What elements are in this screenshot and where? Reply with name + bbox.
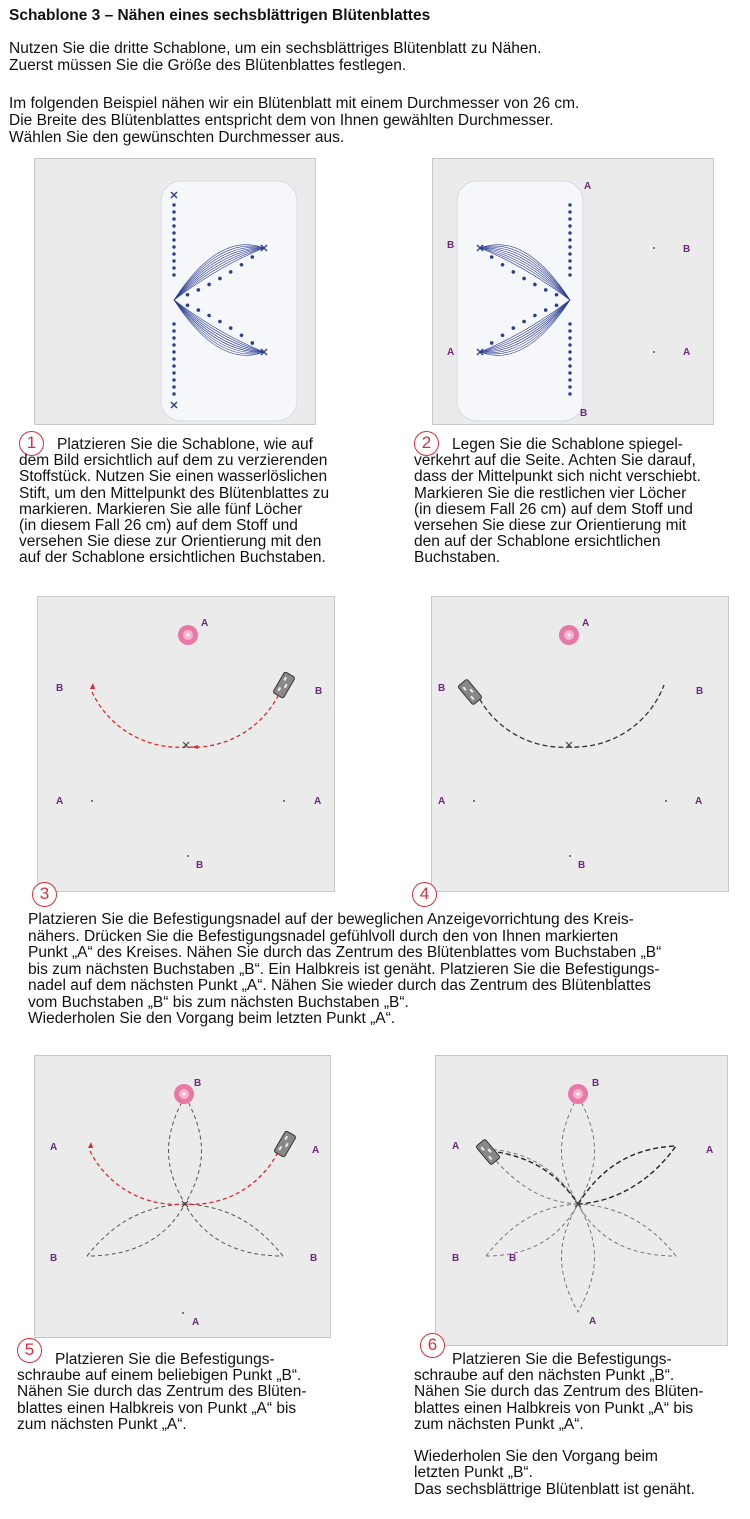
template-hole — [568, 203, 571, 206]
label-a: A — [438, 796, 446, 807]
template-hole — [251, 341, 255, 345]
template-hole — [172, 371, 175, 374]
label-a: A — [695, 796, 703, 807]
template-hole — [568, 259, 571, 262]
template-hole — [172, 210, 175, 213]
template-hole — [568, 231, 571, 234]
label-b: B — [580, 408, 588, 419]
template-hole — [172, 217, 175, 220]
step-number-5: 5 — [17, 1338, 42, 1363]
label-a: A — [201, 618, 209, 629]
step-5-body: Platzieren Sie die Befestigungs- schraube auf einem beliebigen Punkt „B“. Nähen Sie durch das Zentrum des Blüten- blattes einen Halbkreis von Punkt „A“ bis zum nächsten Punkt „A“. — [17, 1351, 307, 1433]
template-front-drawing — [35, 159, 317, 426]
label-b: B — [315, 686, 323, 697]
steps-3-4-text: Platzieren Sie die Befestigungsnadel auf der beweglichen Anzeigevorrichtung des Kreis- nähers. Drücken Sie die Befestigungsnadel gefühlvoll durch den von Ihnen markierten Punkt „A“ des Kreises. Nähen Sie durch das Zentrum des Blütenblattes vom Buchstaben „B“ bis zum nächsten Buchstaben „B“. Ein Halbkreis ist genäht. Platzieren Sie die Befestigungs- nadel auf dem nächsten Punkt „A“. Nähen Sie wieder durch das Zentrum des Blütenblattes vom Buchstaben „B“ bis zum nächsten Buchstaben „B“. Wiederholen Sie den Vorgang beim letzten Punkt „A“. — [28, 911, 662, 1027]
step-1-body: Platzieren Sie die Schablone, wie auf dem Bild ersichtlich auf dem zu verzierenden Stoffstück. Nutzen Sie einen wasserlöslichen Stift, um den Mittelpunkt des Blütenblattes zu markieren. Markieren Sie alle fünf Löcher (in diesem Fall 26 cm) auf dem Stoff und versehen Sie diese zur Orientierung mit den auf der Schablone ersichtlichen Buchstaben. — [19, 436, 330, 567]
template-hole — [172, 343, 175, 346]
template-hole — [172, 392, 175, 395]
template-hole — [555, 293, 559, 297]
step-6-body: Platzieren Sie die Befestigungs- schraube auf den nächsten Punkt „B“. Nähen Sie durch das Zentrum des Blüten- blattes einen Halbkreis von Punkt „A“ bis zum nächsten Punkt „A“. Wiederholen Sie den Vorgang beim letzten Punkt „B“. Das sechsblättrige Blütenblatt ist genäht. — [414, 1351, 704, 1498]
template-hole — [568, 364, 571, 367]
template-hole — [172, 350, 175, 353]
template-hole — [229, 326, 233, 330]
petals-partial-drawing — [35, 1056, 332, 1339]
label-b: B — [438, 683, 446, 694]
template-hole — [197, 288, 201, 292]
template-hole — [501, 263, 505, 267]
label-a: A — [50, 1142, 58, 1153]
template-hole — [172, 252, 175, 255]
page-title: Schablone 3 – Nähen eines sechsblättrigen Blütenblattes — [9, 7, 431, 24]
template-hole — [533, 314, 537, 318]
template-hole — [172, 336, 175, 339]
label-a: A — [589, 1316, 597, 1327]
label-b: B — [592, 1078, 600, 1089]
petals-complete-drawing — [436, 1056, 729, 1347]
template-hole — [218, 320, 222, 324]
template-hole — [568, 343, 571, 346]
template-hole — [544, 308, 548, 312]
template-hole — [568, 273, 571, 276]
template-hole — [568, 224, 571, 227]
label-b: B — [578, 860, 586, 871]
label-b: B — [310, 1253, 318, 1264]
label-b: B — [696, 686, 704, 697]
template-hole — [172, 322, 175, 325]
template-hole — [172, 266, 175, 269]
label-b: B — [56, 683, 64, 694]
label-a: A — [312, 1145, 320, 1156]
template-hole — [251, 255, 255, 259]
template-hole — [568, 266, 571, 269]
label-a: A — [584, 181, 592, 192]
step-number-3: 3 — [32, 882, 57, 907]
template-hole — [172, 203, 175, 206]
template-hole — [522, 320, 526, 324]
label-b: B — [452, 1253, 460, 1264]
label-b: B — [196, 860, 204, 871]
label-a: A — [447, 347, 455, 358]
template-hole — [568, 336, 571, 339]
template-hole — [533, 283, 537, 287]
step-number-2: 2 — [414, 431, 439, 456]
label-a: A — [192, 1317, 200, 1328]
template-hole — [240, 263, 244, 267]
template-hole — [568, 357, 571, 360]
template-hole — [568, 210, 571, 213]
label-b: B — [509, 1253, 517, 1264]
template-hole — [568, 322, 571, 325]
label-a: A — [452, 1141, 460, 1152]
step-number-6: 6 — [420, 1333, 445, 1358]
template-hole — [229, 270, 233, 274]
step-number-4: 4 — [412, 882, 437, 907]
template-hole — [512, 326, 516, 330]
template-hole — [568, 350, 571, 353]
template-hole — [186, 303, 190, 307]
first-semicircle-drawing — [38, 597, 336, 893]
label-b: B — [447, 240, 455, 251]
step-1-illustration — [34, 158, 316, 425]
template-hole — [207, 314, 211, 318]
template-hole — [172, 259, 175, 262]
template-hole — [172, 273, 175, 276]
intro-paragraph-1: Nutzen Sie die dritte Schablone, um ein sechsblättriges Blütenblatt zu Nähen. Zuerst müssen Sie die Größe des Blütenblattes festlegen. — [9, 40, 542, 74]
template-hole — [172, 329, 175, 332]
step-5-text — [17, 1352, 397, 1433]
template-hole — [568, 371, 571, 374]
template-hole — [172, 378, 175, 381]
template-hole — [172, 224, 175, 227]
template-hole — [186, 293, 190, 297]
template-hole — [568, 245, 571, 248]
template-hole — [522, 277, 526, 281]
template-hole — [172, 238, 175, 241]
template-hole — [218, 277, 222, 281]
template-hole — [512, 270, 516, 274]
template-hole — [172, 364, 175, 367]
step-2-body: Legen Sie die Schablone spiegel- verkehrt auf die Seite. Achten Sie darauf, dass der Mittelpunkt sich nicht verschiebt. Markieren Sie die restlichen vier Löcher (in diesem Fall 26 cm) auf dem Stoff und versehen Sie diese zur Orientierung mit den auf der Schablone ersichtlichen Buchstaben. — [414, 436, 701, 567]
label-a: A — [582, 618, 590, 629]
template-hole — [207, 283, 211, 287]
template-hole — [568, 252, 571, 255]
label-a: A — [314, 796, 322, 807]
template-hole — [172, 231, 175, 234]
template-hole — [555, 303, 559, 307]
template-hole — [490, 341, 494, 345]
template-hole — [568, 329, 571, 332]
step-2-illustration — [432, 158, 714, 425]
intro-paragraph-2: Im folgenden Beispiel nähen wir ein Blütenblatt mit einem Durchmesser von 26 cm. Die Breite des Blütenblattes entspricht dem von Ihnen gewählten Durchmesser. Wählen Sie den gewünschten Durchmesser aus. — [9, 95, 580, 146]
first-semicircle-sewn-drawing — [432, 597, 730, 893]
step-6-text — [414, 1352, 744, 1498]
label-a: A — [56, 796, 64, 807]
label-a: A — [706, 1145, 714, 1156]
template-hole — [568, 238, 571, 241]
step-1-text — [19, 437, 399, 567]
template-hole — [568, 385, 571, 388]
step-4-illustration — [431, 596, 729, 892]
template-hole — [172, 357, 175, 360]
step-3-illustration — [37, 596, 335, 892]
label-a: A — [683, 347, 691, 358]
step-2-text — [414, 437, 744, 567]
label-b: B — [194, 1078, 202, 1089]
template-hole — [544, 288, 548, 292]
template-hole — [568, 217, 571, 220]
template-mirrored-drawing — [433, 159, 715, 426]
step-6-illustration — [435, 1055, 728, 1346]
template-hole — [172, 245, 175, 248]
step-number-1: 1 — [19, 431, 44, 456]
label-b: B — [683, 244, 691, 255]
template-hole — [490, 255, 494, 259]
template-hole — [240, 333, 244, 337]
template-hole — [172, 385, 175, 388]
template-hole — [197, 308, 201, 312]
template-hole — [568, 392, 571, 395]
step-5-illustration — [34, 1055, 331, 1338]
template-hole — [568, 378, 571, 381]
template-hole — [501, 333, 505, 337]
label-b: B — [50, 1253, 58, 1264]
